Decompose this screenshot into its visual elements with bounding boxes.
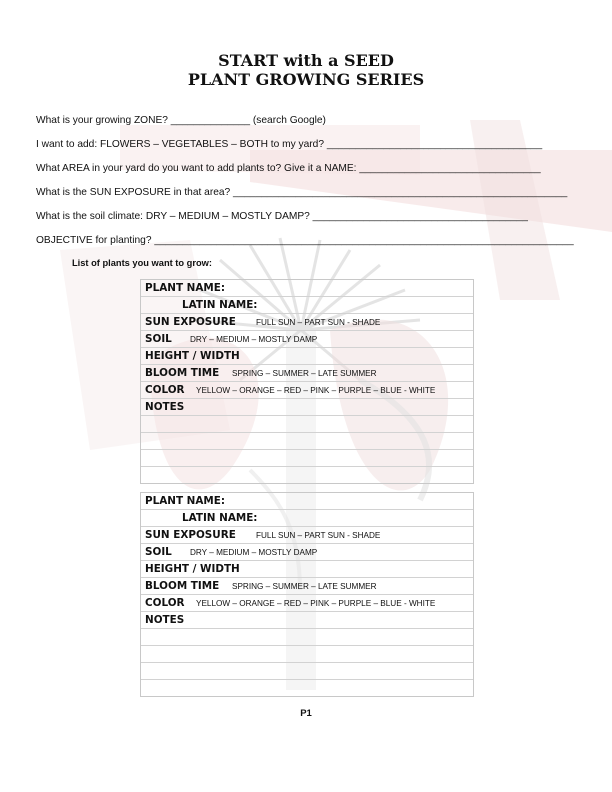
color-options: YELLOW – ORANGE – RED – PINK – PURPLE – BLUE - WHITE xyxy=(196,599,436,608)
notes-line xyxy=(141,450,473,467)
plant-card-1 xyxy=(140,279,474,484)
notes-line xyxy=(141,416,473,433)
latin-name-label: LATIN NAME: xyxy=(182,512,258,524)
latin-name-row xyxy=(141,510,473,527)
plant-name-label: PLANT NAME: xyxy=(145,282,226,294)
color-label: COLOR xyxy=(145,597,185,609)
notes-line xyxy=(141,663,473,680)
latin-name-label: LATIN NAME: xyxy=(182,299,258,311)
soil-label: SOIL xyxy=(145,546,172,558)
color-options: YELLOW – ORANGE – RED – PINK – PURPLE – BLUE - WHITE xyxy=(196,386,436,395)
question-yard-area: What AREA in your yard do you want to add plants to? Give it a NAME: ________________________________ xyxy=(36,163,541,174)
color-row xyxy=(141,595,473,612)
height-width-label: HEIGHT / WIDTH xyxy=(145,350,240,362)
plant-list-heading: List of plants you want to grow: xyxy=(72,258,212,268)
notes-line xyxy=(141,629,473,646)
notes-row xyxy=(141,399,473,416)
color-row xyxy=(141,382,473,399)
soil-row xyxy=(141,331,473,348)
plant-name-label: PLANT NAME: xyxy=(145,495,226,507)
question-objective: OBJECTIVE for planting? __________________________________________________________________________ xyxy=(36,235,574,246)
sun-exposure-label: SUN EXPOSURE xyxy=(145,316,236,328)
height-width-row xyxy=(141,348,473,365)
bloom-time-row xyxy=(141,578,473,595)
soil-options: DRY – MEDIUM – MOSTLY DAMP xyxy=(190,335,318,344)
page-number: P1 xyxy=(300,708,312,719)
bloom-time-label: BLOOM TIME xyxy=(145,580,220,592)
height-width-row xyxy=(141,561,473,578)
sun-exposure-label: SUN EXPOSURE xyxy=(145,529,236,541)
question-sun-exposure: What is the SUN EXPOSURE in that area? ___________________________________________________________ xyxy=(36,187,568,198)
bloom-time-label: BLOOM TIME xyxy=(145,367,220,379)
soil-row xyxy=(141,544,473,561)
soil-options: DRY – MEDIUM – MOSTLY DAMP xyxy=(190,548,318,557)
plant-name-row xyxy=(141,280,473,297)
sun-exposure-options: FULL SUN – PART SUN - SHADE xyxy=(256,531,381,540)
notes-label: NOTES xyxy=(145,614,185,626)
latin-name-row xyxy=(141,297,473,314)
bloom-time-options: SPRING – SUMMER – LATE SUMMER xyxy=(232,582,377,591)
color-label: COLOR xyxy=(145,384,185,396)
sun-exposure-options: FULL SUN – PART SUN - SHADE xyxy=(256,318,381,327)
notes-label: NOTES xyxy=(145,401,185,413)
bloom-time-row xyxy=(141,365,473,382)
notes-line xyxy=(141,467,473,483)
question-plant-type: I want to add: FLOWERS – VEGETABLES – BOTH to my yard? ______________________________________ xyxy=(36,139,543,150)
page-title-line-1: START with a SEED xyxy=(218,51,394,70)
plant-name-row xyxy=(141,493,473,510)
bloom-time-options: SPRING – SUMMER – LATE SUMMER xyxy=(232,369,377,378)
question-soil-climate: What is the soil climate: DRY – MEDIUM – MOSTLY DAMP? ______________________________________ xyxy=(36,211,528,222)
notes-line xyxy=(141,433,473,450)
notes-line xyxy=(141,680,473,696)
soil-label: SOIL xyxy=(145,333,172,345)
plant-card-2 xyxy=(140,492,474,697)
sun-exposure-row xyxy=(141,527,473,544)
page-title-line-2: PLANT GROWING SERIES xyxy=(187,70,425,89)
notes-line xyxy=(141,646,473,663)
notes-row xyxy=(141,612,473,629)
question-growing-zone: What is your growing ZONE? ______________ (search Google) xyxy=(36,115,326,126)
height-width-label: HEIGHT / WIDTH xyxy=(145,563,240,575)
sun-exposure-row xyxy=(141,314,473,331)
